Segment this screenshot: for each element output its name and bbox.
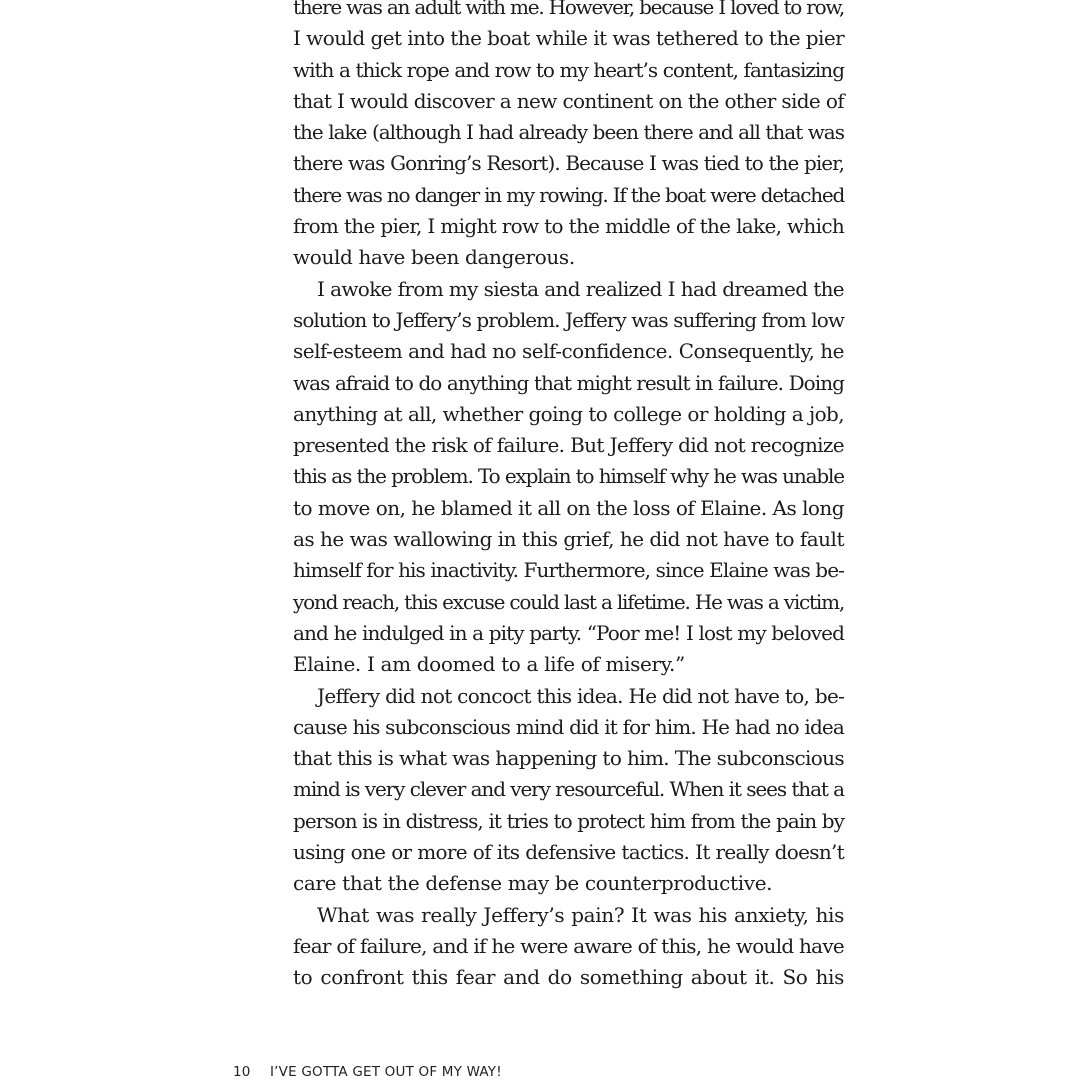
text-line: anything at all, whether going to college or holding a job, <box>293 401 844 426</box>
text-line: would have been dangerous. <box>293 245 575 270</box>
text-line: was afraid to do anything that might result in failure. Doing <box>293 370 844 395</box>
text-line: as he was wallowing in this grief, he did not have to fault <box>293 527 844 552</box>
text-line: Elaine. I am doomed to a life of misery.” <box>293 652 685 677</box>
text-line: Jeffery did not concoct this idea. He did not have to, be- <box>317 683 845 708</box>
text-line: with a thick rope and row to my heart’s content, fantasizing <box>293 57 844 82</box>
text-line: that I would discover a new continent on the other side of <box>293 88 844 113</box>
text-line: himself for his inactivity. Furthermore, since Elaine was be- <box>293 558 844 583</box>
text-line: What was really Jeffery’s pain? It was his anxiety, his <box>317 902 844 927</box>
text-line: person is in distress, it tries to protect him from the pain by <box>293 808 844 833</box>
text-line: presented the risk of failure. But Jeffery did not recognize <box>293 433 844 458</box>
text-line: there was an adult with me. However, because I loved to row, <box>293 0 844 19</box>
text-line: using one or more of its defensive tactics. It really doesn’t <box>293 840 844 865</box>
text-line: I would get into the boat while it was tethered to the pier <box>293 26 845 51</box>
text-line: fear of failure, and if he were aware of this, he would have <box>293 933 844 958</box>
text-line: solution to Jeffery’s problem. Jeffery was suffering from low <box>293 307 844 332</box>
text-line: there was no danger in my rowing. If the boat were detached <box>293 182 844 207</box>
text-line: the lake (although I had already been there and all that was <box>293 120 844 145</box>
text-line: mind is very clever and very resourceful. When it sees that a <box>293 777 844 802</box>
text-line: yond reach, this excuse could last a lifetime. He was a victim, <box>293 589 844 614</box>
page-footer <box>233 1064 502 1080</box>
text-line: self-esteem and had no self-confidence. Consequently, he <box>293 339 844 364</box>
text-line: that this is what was happening to him. The subconscious <box>293 746 844 771</box>
running-title: I’VE GOTTA GET OUT OF MY WAY! <box>270 1064 502 1080</box>
text-line: to move on, he blamed it all on the loss of Elaine. As long <box>293 495 844 520</box>
page-number: 10 <box>233 1064 251 1080</box>
text-line: to confront this fear and do something about it. So his <box>293 965 844 990</box>
text-line: this as the problem. To explain to himself why he was unable <box>293 464 844 489</box>
text-line: from the pier, I might row to the middle of the lake, which <box>293 214 844 239</box>
text-line: cause his subconscious mind did it for him. He had no idea <box>293 714 844 739</box>
text-line: and he indulged in a pity party. “Poor me! I lost my beloved <box>293 620 844 645</box>
text-line: I awoke from my siesta and realized I had dreamed the <box>317 276 844 301</box>
body-text <box>293 0 844 994</box>
text-line: there was Gonring’s Resort). Because I was tied to the pier, <box>293 151 844 176</box>
text-line: care that the defense may be counterproductive. <box>293 871 773 896</box>
